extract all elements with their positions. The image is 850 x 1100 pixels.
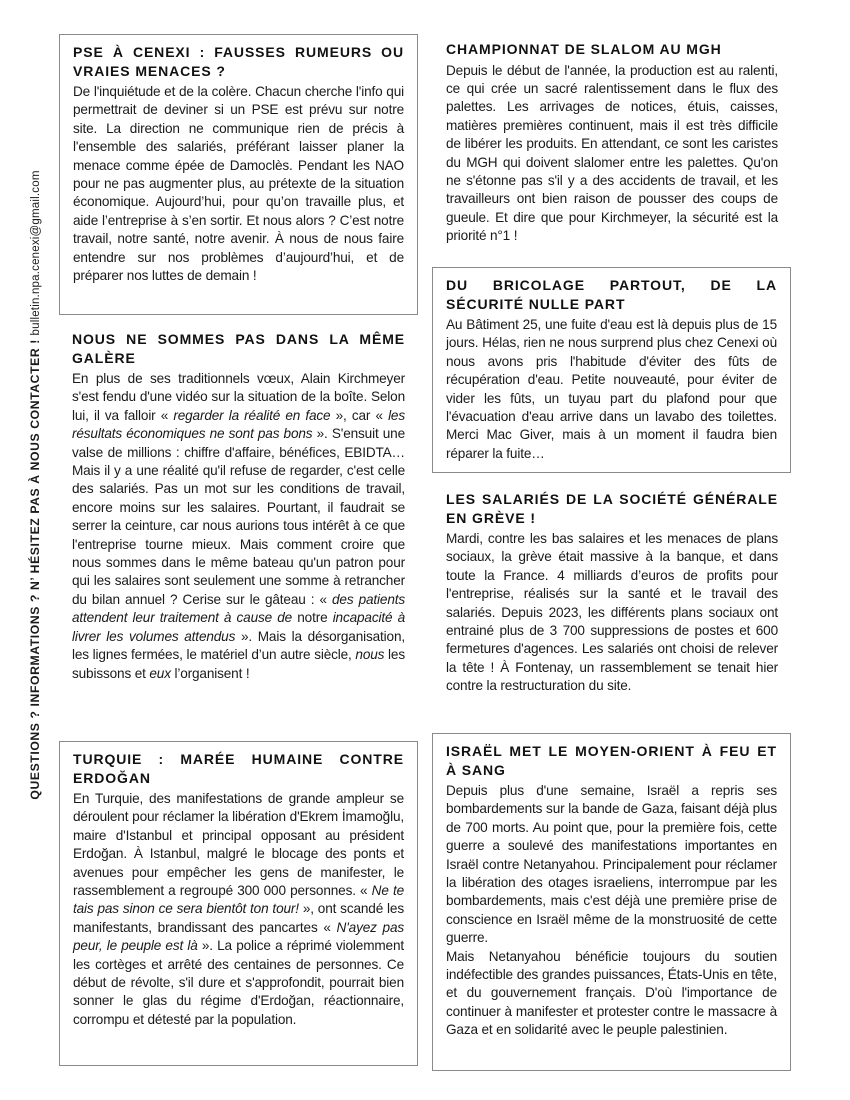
- quote-text: des patients attendent leur traitement à cause de: [72, 591, 406, 626]
- body-text: », car «: [330, 407, 389, 423]
- body-text: ». Mais la désorganisation, les lignes fermées, le matériel d’un autre siècle,: [72, 628, 405, 663]
- article-title: NOUS NE SOMMES PAS DANS LA MÊME GALÈRE: [72, 331, 405, 366]
- article-body: Depuis plus d'une semaine, Israël a repris ses bombardements sur la bande de Gaza, faisant déjà plus de 700 morts. Au point que, pour la première fois, cette guerre a soulevé des manifestations importantes en Israël contre Netanyahou. Principalement pour réclamer la libération des otages israeliens, interrompue par les bombardements, mais c'est déjà une première prise de conscience en Israël même de la monstruosité de cette guerre.: [446, 783, 777, 946]
- body-text: ». S'ensuit une valse de millions : chiffre d'affaire, bénéfices, EBIDTA… Mais il y a une réalité qu'il refuse de regarder, c'est celle des salariés. Pas un mot sur les conditions de travail, encore moins sur les salaires. Pourtant, il faudrait se serrer la ceinture, car nous aurions tous intérêt à ce que l'entreprise tourne mieux. Mais comment croire que nous sommes dans le même bateau qu'un patron pour qui les salaires sont seulement une somme à retrancher du bilan annuel ? Cerise sur le gâteau : «: [72, 426, 405, 607]
- article-body: [73, 790, 404, 1029]
- article-title: TURQUIE : MARÉE HUMAINE CONTRE ERDOĞAN: [73, 751, 404, 786]
- quote-text: eux: [149, 665, 171, 681]
- body-text: les subissons et: [72, 647, 405, 681]
- article-meme-galere: [59, 322, 418, 736]
- body-text: notre: [292, 610, 333, 626]
- quote-text: regarder la réalité en face: [173, 407, 331, 423]
- quote-text: incapacité à livrer les volumes attendus: [72, 610, 405, 644]
- body-text: En Turquie, des manifestations de grande ampleur se déroulent pour réclamer la libération d'Ekrem İmamoğlu, maire d'Istanbul et principal opposant au président Erdoğan. À Istanbul, malgré le blocage des ponts et avenues pour empêcher les gens de manifester, le rassemblement a regroupé 300 000 personnes. «: [73, 791, 404, 899]
- body-text: ». La police a réprimé violemment les cortèges et arrêté des centaines de personnes. Ce début de révolte, s'il dure et s'approfondit, pourrait bien sonner le glas du régime d'Erdoğan, réactionnaire, corrompu et détesté par la population.: [73, 938, 404, 1027]
- article-bricolage: [432, 267, 791, 473]
- contact-sidebar: [22, 140, 48, 830]
- article-body: De l'inquiétude et de la colère. Chacun cherche l'info qui permettrait de deviner si un PSE est prévu sur notre site. La direction ne communique rien de précis à l'ensemble des salariés, préférant laisser planer la menace comme épée de Damoclès. Pendant les NAO pour ne pas augmenter plus, au prétexte de la situation économique. Aujourd’hui, pour qu’on travaille plus, et aide l’entreprise à s’en sortir. Et nous alors ? C’est notre travail, notre santé, notre avenir. À nous de nous faire entendre sur nos problèmes d’aujourd’hui, et de préparer nos luttes de demain !: [73, 84, 404, 284]
- article-body: [72, 370, 405, 683]
- article-israel: [432, 733, 791, 1071]
- article-title: DU BRICOLAGE PARTOUT, DE LA SÉCURITÉ NULLE PART: [446, 277, 777, 312]
- quote-text: Ne te tais pas sinon ce sera bientôt ton tour!: [73, 883, 404, 917]
- article-title: PSE À CENEXI : FAUSSES RUMEURS OU VRAIES MENACES ?: [73, 44, 404, 79]
- article-slalom-mgh: [433, 32, 791, 262]
- contact-prompt: QUESTIONS ? INFORMATIONS ? N’ HÉSITEZ PAS À NOUS CONTACTER !: [28, 339, 42, 800]
- body-text: En plus de ses traditionnels vœux, Alain Kirchmeyer s'est fendu d'une vidéo sur la situation de la boîte. Selon lui, il va falloir «: [72, 371, 405, 423]
- article-pse-cenexi: [59, 34, 418, 315]
- contact-banner: [28, 170, 42, 799]
- article-body: Mais Netanyahou bénéficie toujours du soutien indéfectible des grandes puissances, États-Unis en tête, et du gouvernement français. D'où l'importance de continuer à manifester et protester contre le massacre à Gaza et en solidarité avec le peuple palestinien.: [446, 948, 777, 1038]
- article-turquie: [59, 741, 418, 1066]
- contact-email[interactable]: bulletin.npa.cenexi@gmail.com: [30, 170, 42, 336]
- article-body: Au Bâtiment 25, une fuite d'eau est là depuis plus de 15 jours. Hélas, rien ne nous surprend plus chez Cenexi où nous avons pris l'habitude d'éviter des fûts de récupération d'eau. Petite nouveauté, pour éviter de vider les fûts, un tuyau part du plafond pour que l'évacuation d'eau arrive dans un lavabo des toilettes. Merci Mac Giver, mais à un moment il faudra bien réparer la fuite…: [446, 317, 777, 461]
- article-body: Depuis le début de l'année, la production est au ralenti, ce qui crée un sacré ralentissement dans le flux des palettes. Les arrivages de notices, étuis, caisses, matières premières continuent, mais il est très difficile de libérer les produits. En attendant, ce sont les caristes du MGH qui doivent slalomer entre les palettes. Qu'on ne s'étonne pas s'il y a des accidents de travail, et les travailleurs ont bien raison de pousser des coups de gueule. Et dire que pour Kirchmeyer, la sécurité est la priorité n°1 !: [446, 62, 778, 244]
- quote-text: N'ayez pas peur, le peuple est là: [73, 919, 404, 954]
- quote-text: nous: [355, 647, 385, 663]
- article-title: ISRAËL MET LE MOYEN-ORIENT À FEU ET À SANG: [446, 743, 777, 778]
- article-body: Mardi, contre les bas salaires et les menaces de plans sociaux, la grève était massive à la banque, et dans toute la France. 4 milliards d’euros de profits pour l'entreprise, réalisés sur la santé et le travail des salariés. Depuis 2023, les différents plans sociaux ont entrainé plus de 3 700 suppressions de postes et 600 fermetures d'agences. Les salariés ont choisi de relever la tête ! À Fontenay, un rassemblement se tenait hier contre la restructuration du site.: [446, 531, 778, 694]
- article-title: CHAMPIONNAT DE SLALOM AU MGH: [446, 41, 722, 57]
- article-societe-generale: [433, 482, 791, 727]
- quote-text: les résultats économiques ne sont pas bons: [72, 407, 405, 442]
- body-text: l’organisent !: [170, 665, 250, 681]
- article-title: LES SALARIÉS DE LA SOCIÉTÉ GÉNÉRALE EN GRÈVE !: [446, 491, 778, 526]
- body-text: », ont scandé les manifestants, brandissant des pancartes «: [73, 901, 404, 935]
